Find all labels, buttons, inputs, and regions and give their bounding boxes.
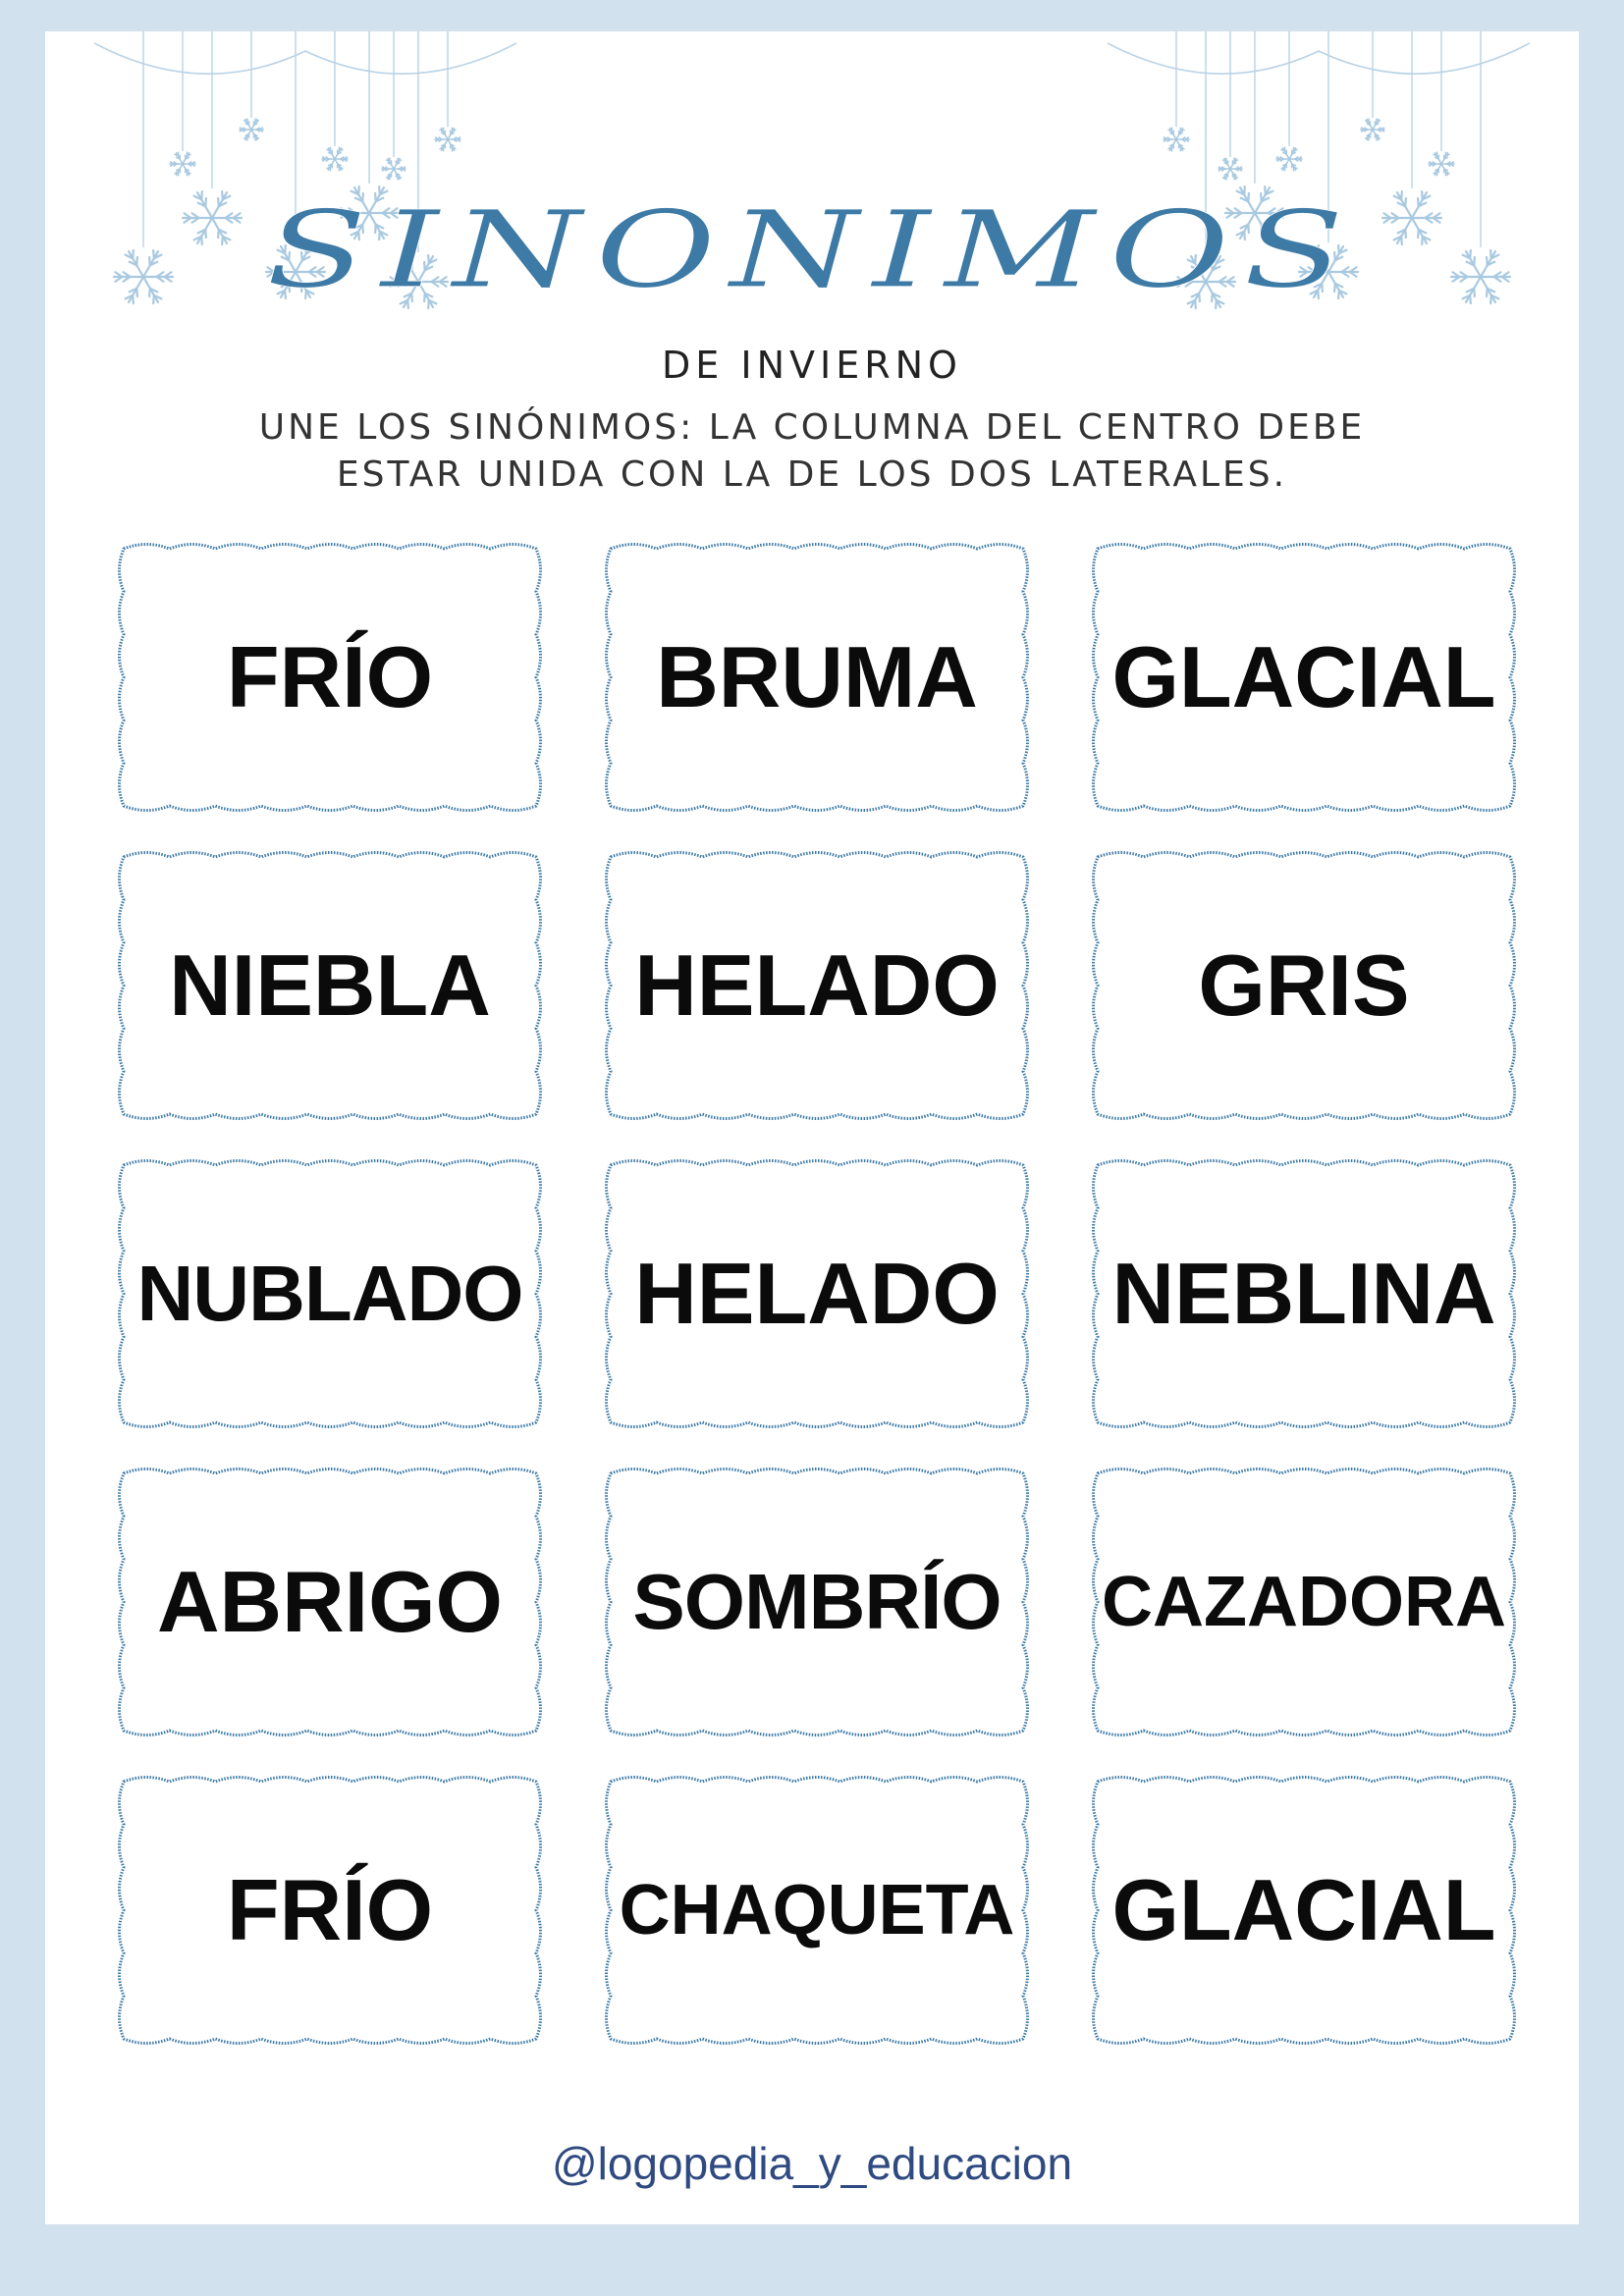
worksheet-subtitle: DE INVIERNO <box>662 344 962 387</box>
snowflake-icon <box>1164 128 1189 150</box>
author-credit: @logopedia_y_educacion <box>551 2138 1073 2189</box>
word-card[interactable] <box>1084 535 1524 820</box>
snowflake-icon <box>170 152 195 175</box>
word-card[interactable] <box>110 1151 550 1436</box>
word-card-label: HELADO <box>634 936 1000 1034</box>
word-card[interactable] <box>597 843 1037 1128</box>
word-card[interactable] <box>1084 1151 1524 1436</box>
word-card-label: NIEBLA <box>169 936 491 1034</box>
snowflake-icon <box>435 128 460 150</box>
word-card-label: CAZADORA <box>1102 1563 1506 1641</box>
instruction-line-1: UNE LOS SINÓNIMOS: LA COLUMNA DEL CENTRO DEBE <box>258 407 1366 448</box>
word-card-label: GLACIAL <box>1111 1861 1496 1958</box>
worksheet-page <box>45 31 1579 2224</box>
word-card[interactable] <box>597 1460 1037 1744</box>
word-card[interactable] <box>597 1768 1037 2053</box>
word-card[interactable] <box>1084 1768 1524 2053</box>
word-card[interactable] <box>110 1460 550 1744</box>
snowflake-icon <box>322 147 348 170</box>
snowflake-icon <box>1218 158 1242 180</box>
worksheet-title: SINONIMOS <box>265 188 1359 312</box>
snowflake-icon <box>1429 152 1454 175</box>
word-card[interactable] <box>1084 843 1524 1128</box>
garland-string <box>94 43 516 74</box>
word-card-label: HELADO <box>634 1245 1000 1342</box>
word-card[interactable] <box>110 1768 550 2053</box>
garland-string <box>1108 43 1530 74</box>
word-card[interactable] <box>110 843 550 1128</box>
word-card[interactable] <box>110 535 550 820</box>
word-card-label: ABRIGO <box>157 1553 503 1650</box>
snowflake-icon <box>1361 119 1384 140</box>
worksheet-instruction <box>45 404 1579 499</box>
word-card-label: FRÍO <box>226 1861 434 1958</box>
word-card-label: BRUMA <box>656 628 978 725</box>
word-card-label: GLACIAL <box>1111 628 1496 725</box>
word-card-label: NEBLINA <box>1111 1245 1496 1342</box>
word-card-grid <box>110 535 1524 2053</box>
snowflake-icon <box>240 119 263 140</box>
word-card-label: SOMBRÍO <box>632 1558 1001 1645</box>
snowflake-icon <box>1276 147 1302 170</box>
word-card-label: NUBLADO <box>136 1250 523 1337</box>
word-card[interactable] <box>1084 1460 1524 1744</box>
snowflake-icon <box>382 158 406 180</box>
word-card-label: CHAQUETA <box>619 1871 1015 1949</box>
word-card[interactable] <box>597 535 1037 820</box>
word-card[interactable] <box>597 1151 1037 1436</box>
instruction-line-2: ESTAR UNIDA CON LA DE LOS DOS LATERALES. <box>336 454 1288 495</box>
word-card-label: GRIS <box>1198 936 1410 1034</box>
word-card-label: FRÍO <box>226 628 434 725</box>
